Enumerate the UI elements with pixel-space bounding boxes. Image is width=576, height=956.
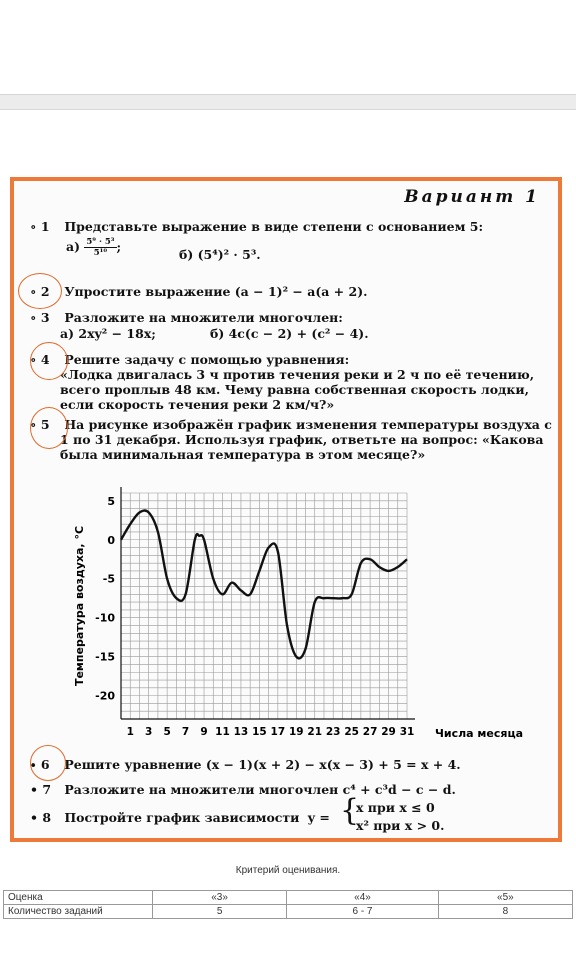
x-tick-label: 5 <box>163 726 171 738</box>
task-4-circle-mark <box>30 342 68 380</box>
task-6-circle-mark <box>30 745 66 781</box>
x-tick-label: 15 <box>252 726 267 738</box>
criteria-title: Критерий оценивания. <box>235 865 341 876</box>
task-1b: б) (5⁴)² · 5³. <box>179 247 261 262</box>
table-cell: Оценка <box>4 891 153 905</box>
task-6-text: Решите уравнение (x − 1)(x + 2) − x(x − 3) + 5 = x + 4. <box>64 757 461 772</box>
x-tick-label: 23 <box>325 726 341 738</box>
task-8-number: 8 <box>42 810 52 825</box>
task-6: ∙ 6 Решите уравнение (x − 1)(x + 2) − x(x − 3) + 5 = x + 4. <box>30 757 461 772</box>
task-1-number: 1 <box>40 219 50 234</box>
x-tick-label: 7 <box>181 726 190 738</box>
y-axis-label: Температура воздуха, °С <box>73 525 86 687</box>
y-tick-label: -10 <box>95 611 115 625</box>
task-5-circle-mark <box>30 407 68 449</box>
x-tick-label: 3 <box>145 726 153 738</box>
task-8-case-1: x при x ≤ 0 <box>356 800 435 815</box>
table-row <box>4 905 573 919</box>
task-3b: б) 4c(c − 2) + (c² − 4). <box>210 326 369 341</box>
y-tick-label: -20 <box>95 689 115 703</box>
task-3a: а) 2xy² − 18x; <box>60 326 156 341</box>
task-5-line-3: была минимальная температура в этом месяце?» <box>60 447 426 462</box>
task-6-number: 6 <box>40 757 50 772</box>
x-tick-label: 9 <box>200 726 208 738</box>
task-7-number: 7 <box>42 782 52 797</box>
task-2-number: 2 <box>40 284 50 299</box>
table-cell: «3» <box>153 891 287 905</box>
table-cell: 6 - 7 <box>287 905 439 919</box>
task-2: ∘ 2 Упростите выражение (a − 1)² − a(a + 2). <box>30 284 368 299</box>
x-tick-label: 31 <box>399 726 415 738</box>
task-4-number: 4 <box>40 352 50 367</box>
task-4-line-4: если скорость течения реки 2 км/ч?» <box>60 397 335 412</box>
y-tick-label: 0 <box>107 533 115 547</box>
task-3-number: 3 <box>40 310 50 325</box>
table-cell: «5» <box>438 891 572 905</box>
task-5-line-2: 1 по 31 декабря. Используя график, ответьте на вопрос: «Какова <box>60 432 544 447</box>
x-tick-label: 11 <box>215 726 230 738</box>
task-5: ∘ 5 На рисунке изображён график изменения температуры воздуха с <box>30 417 552 432</box>
task-7-text: Разложите на множители многочлен c⁴ + c³d − c − d. <box>64 782 456 797</box>
task-4-line-2: «Лодка двигалась 3 ч против течения реки и 2 ч по её течению, <box>60 367 535 382</box>
worksheet-card <box>10 177 562 842</box>
brace-icon: { <box>340 793 360 828</box>
task-2-circle-mark <box>18 273 62 309</box>
table-cell: 5 <box>153 905 287 919</box>
task-1a-fraction: $\frac{\text{5⁹ · 5³}}{\text{5¹⁰}}$ <box>86 237 115 258</box>
x-tick-label: 19 <box>288 726 304 738</box>
y-tick-label: -15 <box>95 650 115 664</box>
table-cell: 8 <box>438 905 572 919</box>
x-tick-label: 13 <box>233 726 249 738</box>
temperature-chart <box>59 481 539 751</box>
x-tick-label: 21 <box>307 726 323 738</box>
variant-title: Вариант 1 <box>404 187 540 207</box>
task-7: • 7 Разложите на множители многочлен c⁴ + c³d − c − d. <box>30 782 456 797</box>
task-8: • 8 Постройте график зависимости y = <box>30 810 330 825</box>
task-8-case-2: x² при x > 0. <box>356 818 445 833</box>
temperature-line <box>121 511 407 659</box>
x-tick-label: 27 <box>362 726 378 738</box>
task-5-number: 5 <box>40 417 50 432</box>
x-tick-label: 29 <box>381 726 396 738</box>
x-tick-label: 17 <box>270 726 286 738</box>
task-1a: а) $\frac{\text{5⁹ · 5³}}{\text{5¹⁰}}$; <box>66 237 122 258</box>
x-tick-label: 1 <box>126 726 134 738</box>
x-axis-label: Числа месяца <box>435 727 524 740</box>
x-tick-label: 25 <box>344 726 359 738</box>
y-tick-label: -5 <box>102 572 115 586</box>
table-cell: Количество заданий <box>4 905 153 919</box>
task-3-text: Разложите на множители многочлен: <box>64 310 343 325</box>
task-1-text: Представьте выражение в виде степени с основанием 5: <box>64 219 484 234</box>
task-4-line-3: всего проплыв 48 км. Чему равна собственная скорость лодки, <box>60 382 530 397</box>
task-4: ∘ 4 Решите задачу с помощью уравнения: <box>30 352 350 367</box>
table-cell: «4» <box>287 891 439 905</box>
task-1: ∘ 1 Представьте выражение в виде степени с основанием 5: <box>30 219 484 234</box>
task-2-text: Упростите выражение (a − 1)² − a(a + 2). <box>64 284 368 299</box>
task-3: ∘ 3 Разложите на множители многочлен: <box>30 310 343 325</box>
toolbar-strip <box>0 94 576 110</box>
grading-table <box>3 890 573 919</box>
table-row <box>4 891 573 905</box>
task-8-text: Постройте график зависимости <box>64 810 300 825</box>
y-tick-label: 5 <box>107 494 115 508</box>
